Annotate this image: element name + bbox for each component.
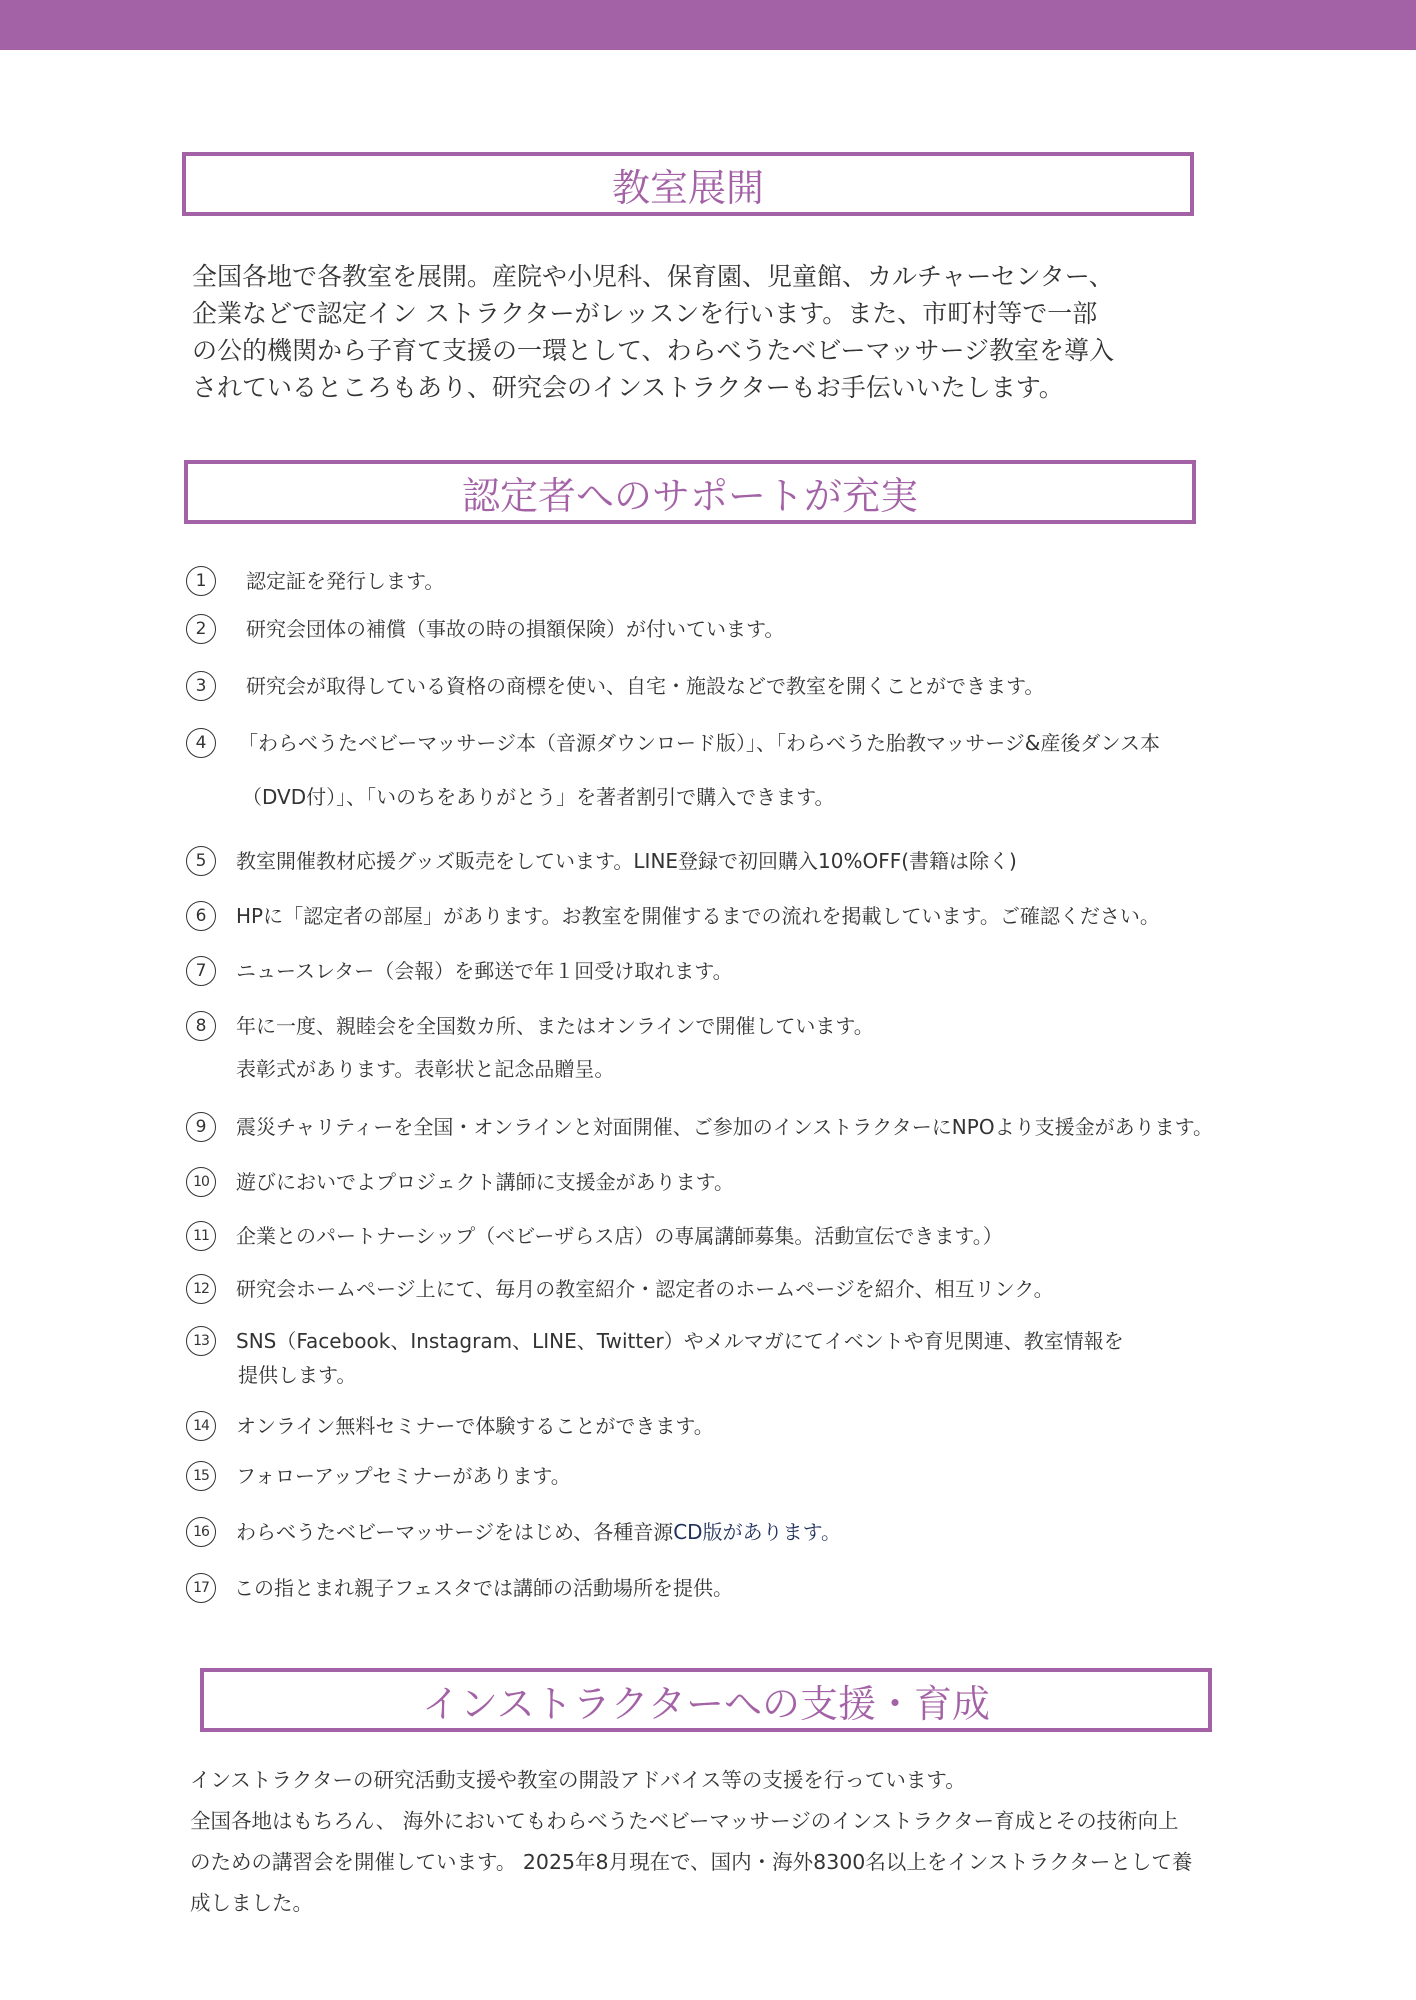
instructor-line: 成しました。 bbox=[190, 1891, 313, 1915]
item-number: 13 bbox=[186, 1326, 216, 1356]
item-number: 10 bbox=[186, 1167, 216, 1197]
instructor-line: インストラクターの研究活動支援や教室の開設アドバイス等の支援を行っています。 bbox=[190, 1768, 966, 1792]
classroom-line: の公的機関から子育て支援の一環として、わらべうたベビーマッサージ教室を導入 bbox=[192, 336, 1115, 365]
item-text: 研究会団体の補償（事故の時の損額保険）が付いています。 bbox=[246, 617, 785, 641]
item-number: 11 bbox=[186, 1221, 216, 1251]
item-text: 教室開催教材応援グッズ販売をしています。LINE登録で初回購入10%OFF(書籍は除く) bbox=[236, 849, 1017, 873]
item-text: 震災チャリティーを全国・オンラインと対面開催、ご参加のインストラクターにNPOより支援金があります。 bbox=[236, 1115, 1213, 1139]
item-number: 3 bbox=[186, 671, 216, 701]
item-text: 遊びにおいでよプロジェクト講師に支援金があります。 bbox=[236, 1170, 734, 1194]
item-text: SNS（Facebook、Instagram、LINE、Twitter）やメルマガにてイベントや育児関連、教室情報を bbox=[236, 1329, 1124, 1353]
item-text: オンライン無料セミナーで体験することができます。 bbox=[236, 1414, 714, 1438]
item-text-continued: 提供します。 bbox=[238, 1363, 357, 1387]
item-text: 研究会ホームページ上にて、毎月の教室紹介・認定者のホームページを紹介、相互リンク。 bbox=[236, 1277, 1054, 1301]
item-text: 年に一度、親睦会を全国数カ所、またはオンラインで開催しています。 bbox=[236, 1014, 874, 1038]
item-text: HPに「認定者の部屋」があります。お教室を開催するまでの流れを掲載しています。ご確認ください。 bbox=[236, 904, 1160, 928]
item-number: 12 bbox=[186, 1274, 216, 1304]
item-text-continued: （DVD付）」、「いのちをありがとう」を著者割引で購入できます。 bbox=[242, 785, 835, 809]
item-number: 15 bbox=[186, 1461, 216, 1491]
instructor-line: 全国各地はもちろん、 海外においてもわらべうたベビーマッサージのインストラクター育成とその技術向上 bbox=[190, 1809, 1179, 1833]
item-number: 7 bbox=[186, 956, 216, 986]
instructor-description bbox=[190, 1760, 1270, 1924]
item-number: 5 bbox=[186, 846, 216, 876]
item-text-part: わらべうたベビーマッサージをはじめ、各種音源 bbox=[236, 1520, 674, 1544]
item-text: この指とまれ親子フェスタでは講師の活動場所を提供。 bbox=[234, 1576, 733, 1600]
item-number: 8 bbox=[186, 1011, 216, 1041]
classroom-line: されているところもあり、研究会のインストラクターもお手伝いいたします。 bbox=[192, 373, 1064, 402]
section-title-classroom: 教室展開 bbox=[182, 152, 1194, 216]
item-number: 17 bbox=[186, 1573, 216, 1603]
item-number: 4 bbox=[186, 728, 216, 758]
item-text: 認定証を発行します。 bbox=[246, 569, 445, 593]
item-number: 16 bbox=[186, 1517, 216, 1547]
item-text-continued: 表彰式があります。表彰状と記念品贈呈。 bbox=[236, 1057, 615, 1081]
section-title-instructor: インストラクターへの支援・育成 bbox=[200, 1668, 1212, 1732]
item-number: 14 bbox=[186, 1411, 216, 1441]
instructor-line: のための講習会を開催しています。 2025年8月現在で、国内・海外8300名以上をインストラクターとして養 bbox=[190, 1850, 1193, 1874]
item-text: フォローアップセミナーがあります。 bbox=[236, 1464, 571, 1488]
item-number: 1 bbox=[186, 566, 216, 596]
section-title-support: 認定者へのサポートが充実 bbox=[184, 460, 1196, 524]
item-number: 9 bbox=[186, 1112, 216, 1142]
item-text: 企業とのパートナーシップ（ベビーザらス店）の専属講師募集。活動宣伝できます。） bbox=[236, 1224, 1003, 1248]
item-text: ニュースレター（会報）を郵送で年１回受け取れます。 bbox=[236, 959, 733, 983]
item-text-part-highlight: CD版があります。 bbox=[673, 1520, 841, 1544]
item-number: 2 bbox=[186, 614, 216, 644]
item-text: 「わらべうたベビーマッサージ本（音源ダウンロード版）」、「わらべうた胎教マッサージ&産後ダンス本 bbox=[238, 731, 1160, 755]
item-text bbox=[236, 1521, 841, 1543]
item-text: 研究会が取得している資格の商標を使い、自宅・施設などで教室を開くことができます。 bbox=[246, 674, 1045, 698]
classroom-line: 全国各地で各教室を展開。産院や小児科、保育園、児童館、カルチャーセンター、 bbox=[192, 262, 1114, 291]
classroom-line: 企業などで認定イン ストラクターがレッスンを行います。また、市町村等で一部 bbox=[192, 299, 1098, 328]
item-number: 6 bbox=[186, 901, 216, 931]
